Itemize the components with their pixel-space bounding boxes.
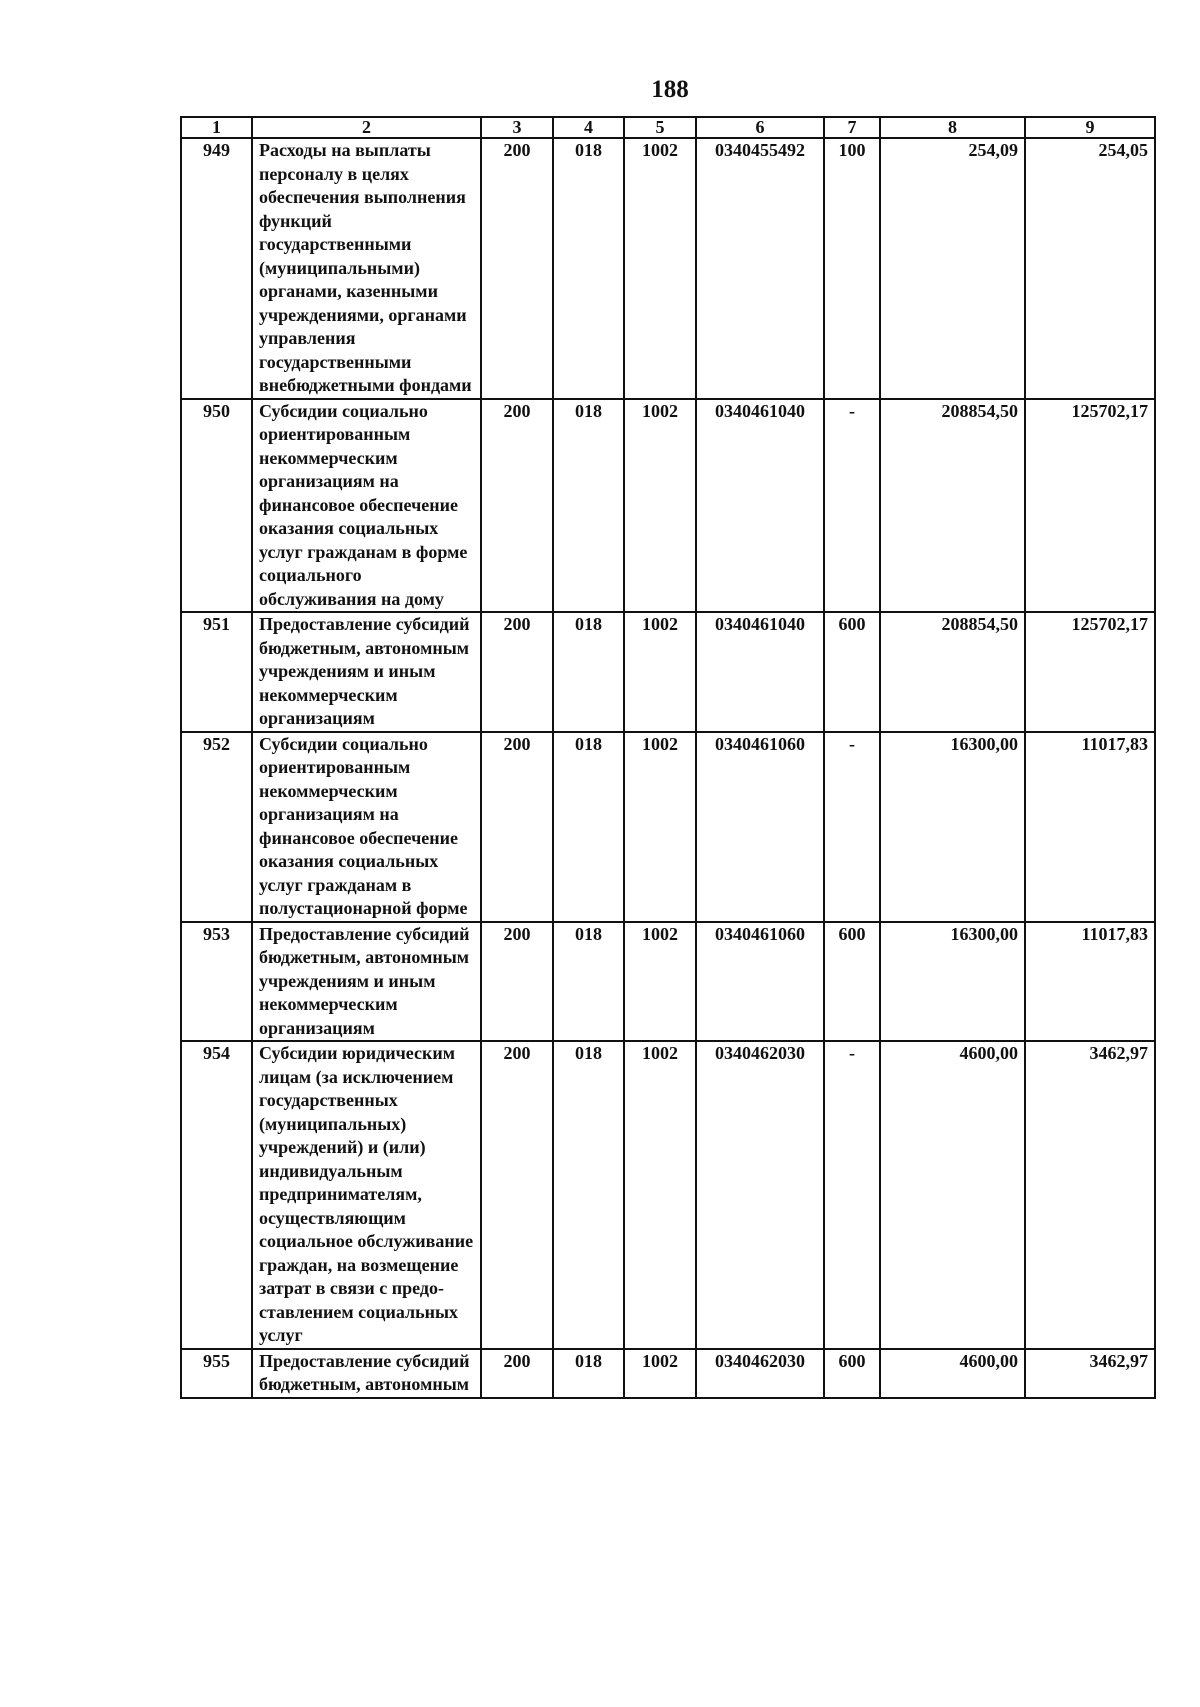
expense-type-code: 600 <box>824 612 880 732</box>
actual-amount: 254,05 <box>1025 138 1155 399</box>
ministry-code: 200 <box>481 138 553 399</box>
section-code: 1002 <box>624 732 696 922</box>
department-code: 018 <box>553 732 624 922</box>
planned-amount: 16300,00 <box>880 732 1025 922</box>
column-number-row <box>181 117 1155 138</box>
column-header: 7 <box>824 117 880 138</box>
expense-name: Предоставление субсидий бюджетным, автономным учреждениям и иным некоммерческим организациям <box>252 922 481 1042</box>
expense-type-code: - <box>824 732 880 922</box>
actual-amount: 3462,97 <box>1025 1349 1155 1398</box>
column-header: 3 <box>481 117 553 138</box>
target-article-code: 0340461040 <box>696 612 824 732</box>
row-number: 950 <box>181 399 252 613</box>
expense-type-code: 100 <box>824 138 880 399</box>
expense-type-code: - <box>824 399 880 613</box>
table-row <box>181 399 1155 613</box>
section-code: 1002 <box>624 612 696 732</box>
department-code: 018 <box>553 922 624 1042</box>
row-number: 955 <box>181 1349 252 1398</box>
table-row <box>181 1041 1155 1349</box>
planned-amount: 254,09 <box>880 138 1025 399</box>
section-code: 1002 <box>624 1041 696 1349</box>
column-header: 8 <box>880 117 1025 138</box>
actual-amount: 11017,83 <box>1025 922 1155 1042</box>
column-header: 4 <box>553 117 624 138</box>
ministry-code: 200 <box>481 612 553 732</box>
row-number: 952 <box>181 732 252 922</box>
page-number: 188 <box>651 76 689 103</box>
expense-type-code: 600 <box>824 922 880 1042</box>
expense-name: Субсидии социально ориентированным некоммерческим организациям на финансовое обеспечение оказания социальных услуг гражданам в форме социального обслуживания на дому <box>252 399 481 613</box>
target-article-code: 0340462030 <box>696 1349 824 1398</box>
section-code: 1002 <box>624 138 696 399</box>
row-number: 954 <box>181 1041 252 1349</box>
column-header: 9 <box>1025 117 1155 138</box>
department-code: 018 <box>553 399 624 613</box>
budget-table <box>180 116 1156 1399</box>
column-header: 5 <box>624 117 696 138</box>
table-row <box>181 138 1155 399</box>
actual-amount: 125702,17 <box>1025 399 1155 613</box>
target-article-code: 0340461060 <box>696 922 824 1042</box>
expense-name: Предоставление субсидий бюджетным, автономным учреждениям и иным некоммерческим организациям <box>252 612 481 732</box>
table-row <box>181 1349 1155 1398</box>
planned-amount: 208854,50 <box>880 612 1025 732</box>
column-header: 6 <box>696 117 824 138</box>
row-number: 951 <box>181 612 252 732</box>
column-header: 2 <box>252 117 481 138</box>
actual-amount: 11017,83 <box>1025 732 1155 922</box>
planned-amount: 208854,50 <box>880 399 1025 613</box>
actual-amount: 3462,97 <box>1025 1041 1155 1349</box>
expense-type-code: 600 <box>824 1349 880 1398</box>
department-code: 018 <box>553 138 624 399</box>
target-article-code: 0340461060 <box>696 732 824 922</box>
expense-type-code: - <box>824 1041 880 1349</box>
expense-name: Расходы на выплаты персоналу в целях обеспечения выполнения функций государственными (муниципальными) органами, казенными учреждениями, органами управления государственными внебюджетными фондами <box>252 138 481 399</box>
planned-amount: 4600,00 <box>880 1349 1025 1398</box>
target-article-code: 0340462030 <box>696 1041 824 1349</box>
ministry-code: 200 <box>481 732 553 922</box>
row-number: 953 <box>181 922 252 1042</box>
ministry-code: 200 <box>481 1349 553 1398</box>
ministry-code: 200 <box>481 399 553 613</box>
planned-amount: 16300,00 <box>880 922 1025 1042</box>
target-article-code: 0340461040 <box>696 399 824 613</box>
expense-name: Предоставление субсидий бюджетным, автономным <box>252 1349 481 1398</box>
ministry-code: 200 <box>481 922 553 1042</box>
ministry-code: 200 <box>481 1041 553 1349</box>
table-row <box>181 922 1155 1042</box>
section-code: 1002 <box>624 1349 696 1398</box>
department-code: 018 <box>553 612 624 732</box>
column-header: 1 <box>181 117 252 138</box>
actual-amount: 125702,17 <box>1025 612 1155 732</box>
planned-amount: 4600,00 <box>880 1041 1025 1349</box>
section-code: 1002 <box>624 399 696 613</box>
expense-name: Субсидии социально ориентированным некоммерческим организациям на финансовое обеспечение оказания социальных услуг гражданам в полустационарной форме <box>252 732 481 922</box>
table-row <box>181 612 1155 732</box>
row-number: 949 <box>181 138 252 399</box>
department-code: 018 <box>553 1349 624 1398</box>
section-code: 1002 <box>624 922 696 1042</box>
department-code: 018 <box>553 1041 624 1349</box>
expense-name: Субсидии юридическим лицам (за исключением государственных (муниципальных) учреждений) и (или) индивидуальным предпринимателям, осуществляющим социальное обслуживание граждан, на возмещение затрат в связи с предо-ставлением социальных услуг <box>252 1041 481 1349</box>
target-article-code: 0340455492 <box>696 138 824 399</box>
table-row <box>181 732 1155 922</box>
